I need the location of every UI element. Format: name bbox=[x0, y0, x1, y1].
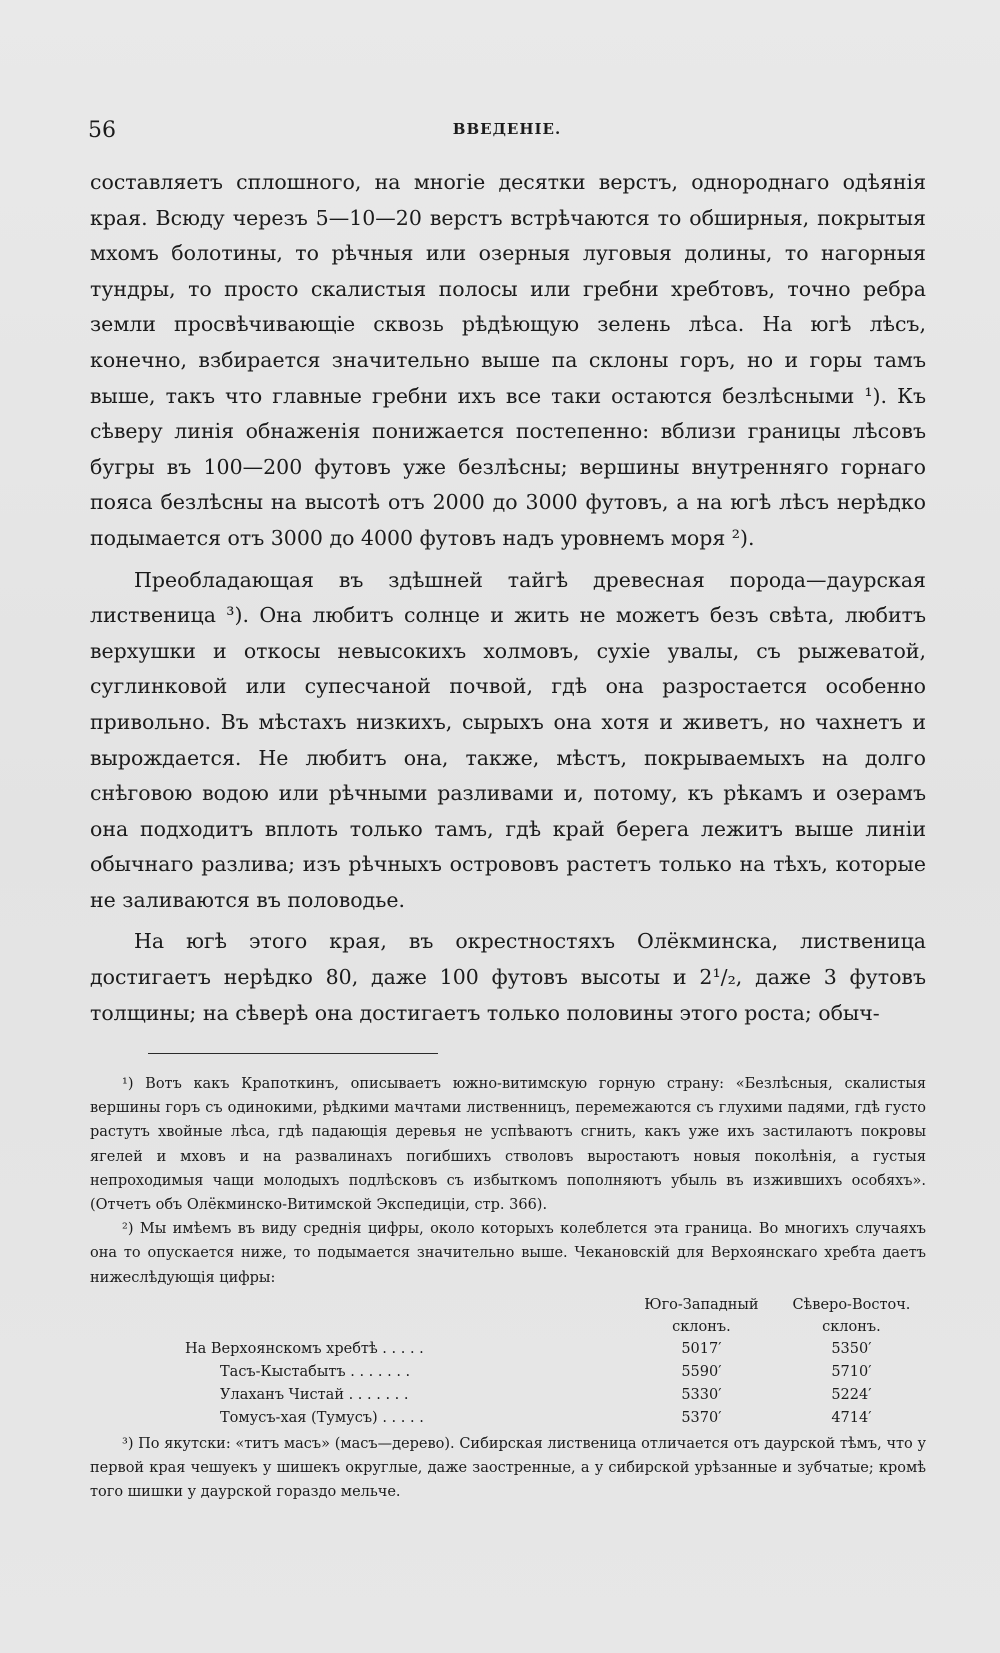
page-number: 56 bbox=[88, 118, 116, 143]
paragraph: составляетъ сплошного, на многiе десятки верстъ, однороднаго одѣянiя края. Всюду черезъ 5—10—20 верстъ встрѣчаются то обширныя, покрытыя мхомъ болотины, то рѣчныя или озерныя луговыя долины, то нагорныя тундры, то просто скалистыя полосы или гребни хребтовъ, точно ребра земли просвѣчивающiе сквозь рѣдѣющую зелень лѣса. На югѣ лѣсъ, конечно, взбирается значительно выше па склоны горъ, но и горы тамъ выше, такъ что главные гребни ихъ все таки остаются безлѣсными ¹). Къ сѣверу линiя обнаженiя понижается постепенно: вблизи границы лѣсовъ бугры въ 100—200 футовъ уже безлѣсны; вершины внутренняго горнаго пояса безлѣсны на высотѣ отъ 2000 до 3000 футовъ, а на югѣ лѣсъ нерѣдко подымается отъ 3000 до 4000 футовъ надъ уровнемъ моря ²). bbox=[90, 170, 926, 550]
running-title: ВВЕДЕНIЕ. bbox=[452, 120, 562, 138]
col-header-northeast: Сѣверо-Восточ. склонъ. bbox=[792, 1296, 911, 1335]
table-header-row bbox=[90, 1294, 926, 1338]
paragraph: Преобладающая въ здѣшней тайгѣ древесная порода—даурская лиственица ³). Она любитъ солнце и жить не можетъ безъ свѣта, любитъ верхушки и откосы невысокихъ холмовъ, сухiе увалы, съ рыжеватой, суглинковой или супесчаной почвой, гдѣ она разростается особенно привольно. Въ мѣстахъ низкихъ, сырыхъ она хотя и живетъ, но чахнетъ и вырождается. Не любитъ она, также, мѣстъ, покрываемыхъ на долго снѣговою водою или рѣчными разливами и, потому, къ рѣкамъ и озерамъ она подходитъ вплоть только тамъ, гдѣ край берега лежитъ выше линiи обычнаго разлива; изъ рѣчныхъ острововъ растетъ только на тѣхъ, которые не заливаются въ половодье. bbox=[90, 567, 926, 912]
table-row: Томусъ-хая (Тумусъ) . . . . . 5370′ 4714′ bbox=[220, 1409, 872, 1426]
table-row: Улаханъ Чистай . . . . . . . 5330′ 5224′ bbox=[220, 1386, 872, 1403]
page-header bbox=[88, 118, 926, 148]
footnotes bbox=[90, 1072, 926, 1504]
footnote-1: ¹) Вотъ какъ Крапоткинъ, описываетъ южно-витимскую горную страну: «Безлѣсныя, скалистыя вершины горъ съ одинокими, рѣдкими мачтами лиственницъ, перемежаются съ глухими падями, гдѣ густо растутъ хвойные лѣса, гдѣ падающiя деревья не успѣваютъ сгнить, какъ уже ихъ застилаютъ покровы ягелей и мховъ и на развалинахъ погибшихъ стволовъ выростаютъ новыя поколѣнiя, а густыя непроходимыя чащи молодыхъ подлѣсковъ съ избыткомъ пополняютъ убыль въ изжившихъ особяхъ». (Отчетъ объ Олёкминско-Витимской Экспедицiи, стр. 366). bbox=[90, 1076, 926, 1214]
footnote-3: ³) По якутски: «титъ масъ» (масъ—дерево). Сибирская лиственица отличается отъ даурской тѣмъ, что у первой края чешуекъ у шишекъ округлые, даже заостренные, а у сибирской урѣзанные и зубчатые; кромѣ того шишки у даурской гораздо мельче. bbox=[90, 1435, 926, 1501]
footnote-2: ²) Мы имѣемъ въ виду среднiя цифры, около которыхъ колеблется эта граница. Во многихъ случаяхъ она то опускается ниже, то подымается значительно выше. Чекановскiй для Верхоянскаго хребта даетъ нижеслѣдующiя цифры: bbox=[90, 1221, 926, 1286]
elevation-table bbox=[90, 1294, 926, 1430]
paragraph: На югѣ этого края, въ окрестностяхъ Олёкминска, лиственица достигаетъ нерѣдко 80, даже 100 футовъ высоты и 2¹/₂, даже 3 футовъ толщины; на сѣверѣ она достигаетъ только половины этого роста; обыч- bbox=[90, 929, 926, 1025]
col-header-southwest: Юго-Западный склонъ. bbox=[644, 1296, 759, 1335]
main-text bbox=[90, 165, 926, 1031]
footnote-divider bbox=[148, 1053, 438, 1054]
table-row: На Верхоянскомъ хребтѣ . . . . . 5017′ 5350′ bbox=[185, 1340, 872, 1357]
table-row: Тасъ-Кыстабытъ . . . . . . . 5590′ 5710′ bbox=[220, 1363, 872, 1380]
